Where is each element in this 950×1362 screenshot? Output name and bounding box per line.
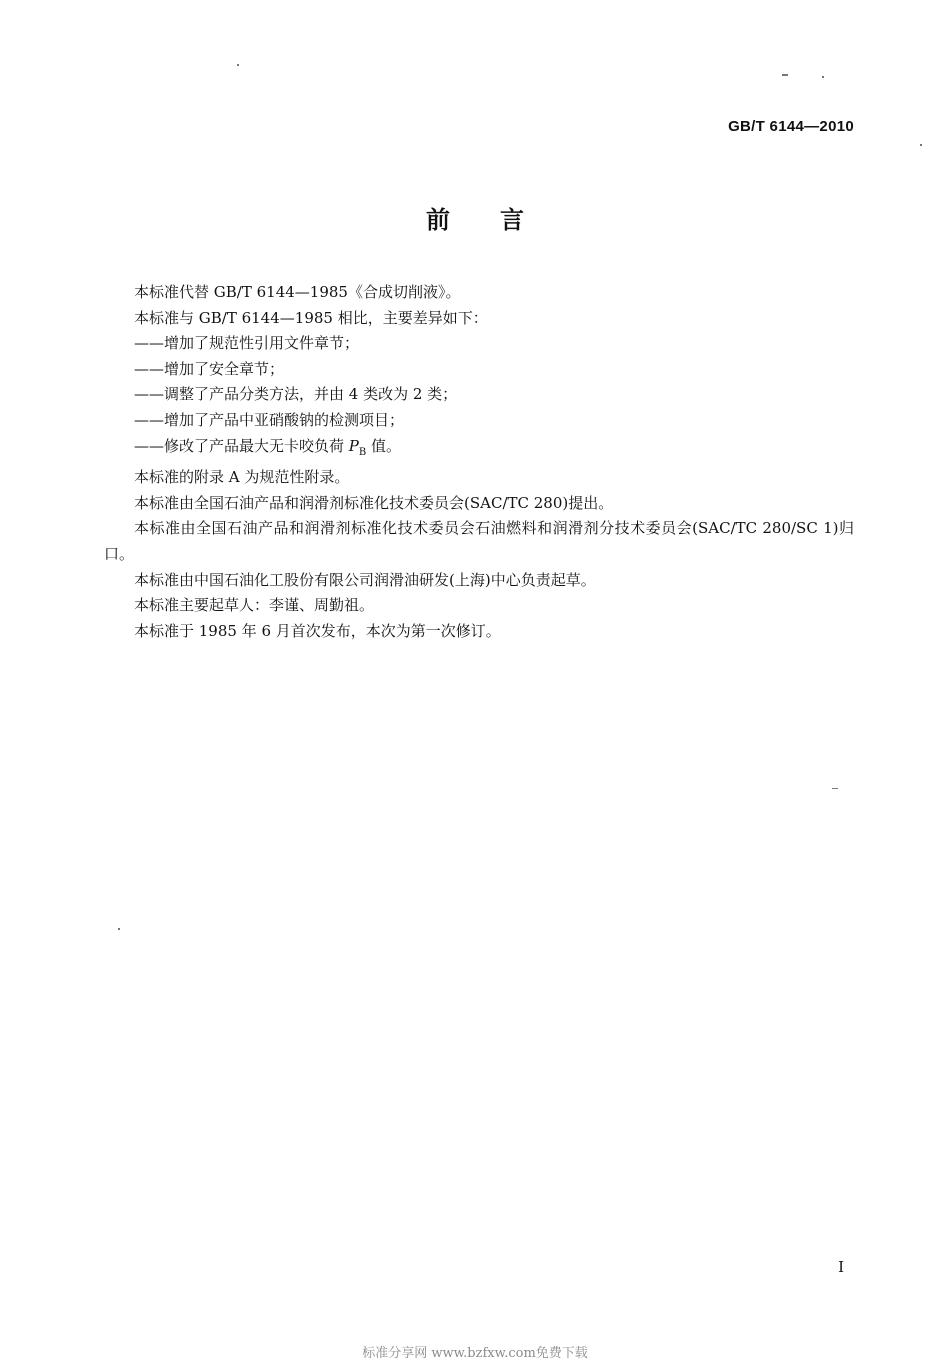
- paragraph-administered-by: 本标准由全国石油产品和润滑剂标准化技术委员会石油燃料和润滑剂分技术委员会(SAC/TC 280/SC 1)归口。: [104, 519, 854, 563]
- paragraph-proposed-by: 本标准由全国石油产品和润滑剂标准化技术委员会(SAC/TC 280)提出。: [134, 493, 614, 512]
- paragraph-drafted-by: 本标准由中国石油化工股份有限公司润滑油研发(上海)中心负责起草。: [134, 570, 596, 589]
- load-item-suffix: 值。: [366, 436, 402, 455]
- load-symbol: P: [348, 436, 359, 455]
- footer-watermark: 标准分享网 www.bzfxw.com免费下载: [362, 1346, 588, 1361]
- paragraph-history: 本标准于 1985 年 6 月首次发布，本次为第一次修订。: [134, 621, 501, 640]
- load-symbol-subscript: B: [358, 446, 367, 458]
- paragraph-replaces: 本标准代替 GB/T 6144—1985《合成切削液》。: [134, 283, 461, 301]
- foreword-body: [104, 280, 854, 644]
- scan-speck: [237, 64, 239, 66]
- standard-code: GB/T 6144—2010: [728, 118, 854, 135]
- list-item: ——调整了产品分类方法，并由 4 类改为 2 类；: [134, 385, 458, 404]
- scan-speck: [832, 788, 838, 789]
- list-item: ——增加了安全章节；: [134, 359, 285, 378]
- list-item: [104, 434, 854, 466]
- page-title: 前言: [426, 205, 574, 234]
- list-item: ——增加了规范性引用文件章节；: [134, 334, 360, 353]
- page-number: I: [838, 1258, 844, 1276]
- paragraph-drafters: 本标准主要起草人：李谨、周勤祖。: [134, 596, 375, 615]
- scan-speck: [822, 76, 824, 78]
- paragraph-differences-intro: 本标准与 GB/T 6144—1985 相比，主要差异如下：: [134, 308, 488, 327]
- scan-speck: [118, 928, 120, 930]
- paragraph-annex: 本标准的附录 A 为规范性附录。: [134, 468, 350, 487]
- load-item-prefix: ——修改了产品最大无卡咬负荷: [134, 436, 349, 455]
- scan-speck: [782, 74, 788, 76]
- list-item: ——增加了产品中亚硝酸钠的检测项目；: [134, 410, 405, 429]
- scan-speck: [920, 144, 922, 146]
